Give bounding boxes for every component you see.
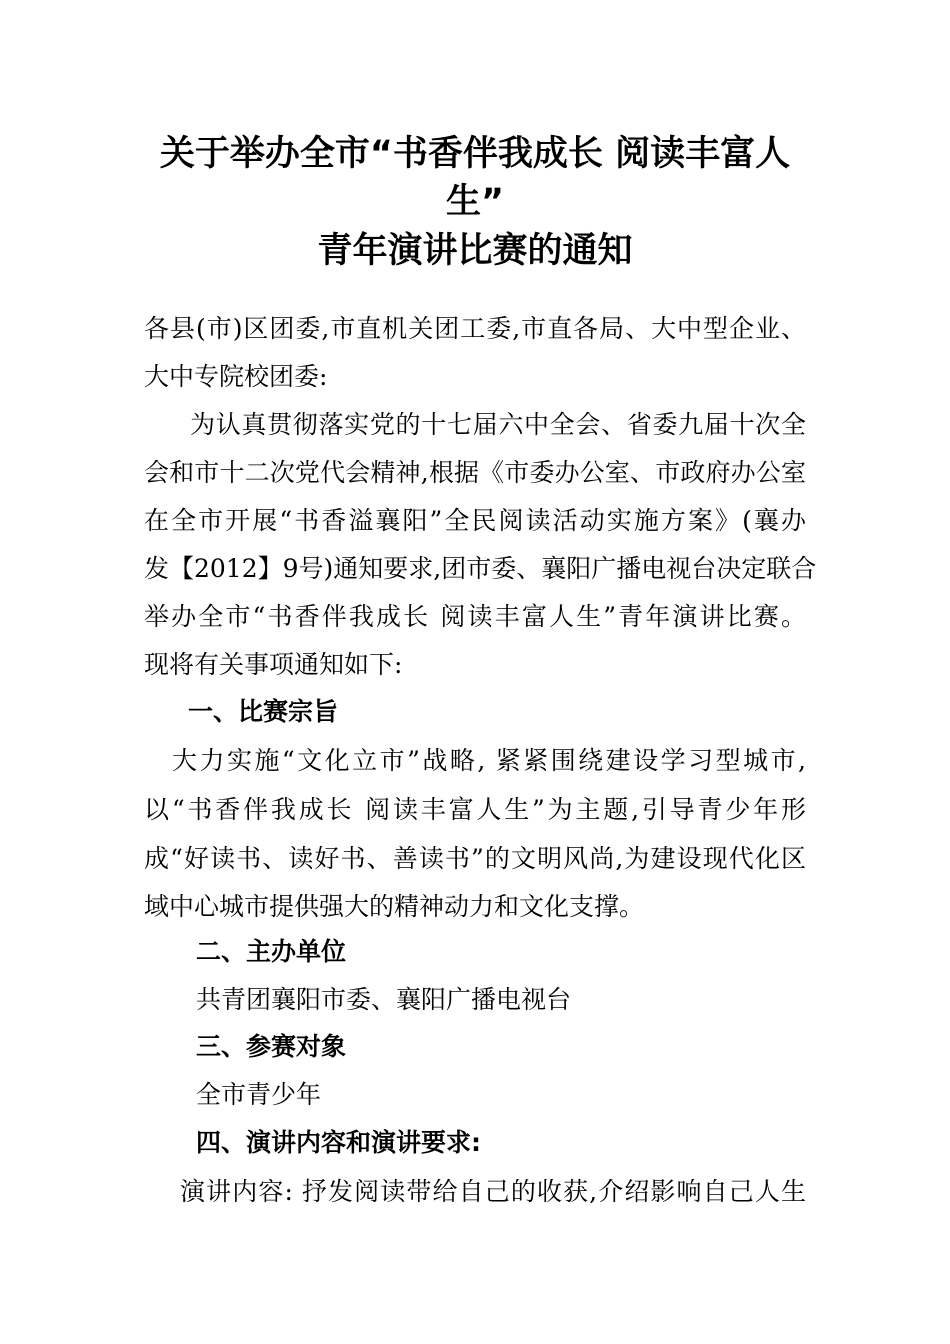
section-2-text: 共青团襄阳市委、襄阳广播电视台 [196, 985, 572, 1014]
section-3-text: 全市青少年 [196, 1080, 322, 1109]
addressee-line-2: 大中专院校团委: [144, 362, 328, 391]
section-4-heading: 四、演讲内容和演讲要求: [196, 1128, 481, 1157]
intro-line-1: 为认真贯彻落实党的十七届六中全会、省委九届十次全 [190, 410, 806, 439]
section-1-line-1: 大力实施“文化立市”战略, 紧紧围绕建设学习型城市, [172, 746, 806, 775]
intro-line-6: 现将有关事项通知如下: [144, 650, 403, 679]
document-title-line-3: 青年演讲比赛的通知 [317, 231, 633, 271]
section-1-line-4: 域中心城市提供强大的精神动力和文化支撑。 [144, 892, 645, 921]
intro-line-5: 举办全市“书香伴我成长 阅读丰富人生”青年演讲比赛。 [144, 602, 806, 631]
section-1-line-2: 以“书香伴我成长 阅读丰富人生”为主题,引导青少年形 [144, 795, 806, 824]
section-2-heading: 二、主办单位 [196, 937, 347, 966]
section-1-heading: 一、比赛宗旨 [188, 697, 339, 726]
addressee-line-1: 各县(市)区团委,市直机关团工委,市直各局、大中型企业、 [144, 314, 806, 343]
intro-line-4: 发【2012】9号)通知要求,团市委、襄阳广播电视台决定联合 [144, 554, 817, 583]
document-title-line-2: 生” [445, 182, 504, 222]
section-4-text: 演讲内容: 抒发阅读带给自己的收获,介绍影响自己人生 [180, 1177, 806, 1206]
section-3-heading: 三、参赛对象 [196, 1032, 347, 1061]
section-1-line-3: 成“好读书、读好书、善读书”的文明风尚,为建设现代化区 [144, 844, 806, 873]
document-title-line-1: 关于举办全市“书香伴我成长 阅读丰富人 [159, 134, 791, 174]
intro-line-3: 在全市开展“书香溢襄阳”全民阅读活动实施方案》(襄办 [144, 506, 806, 535]
intro-line-2: 会和市十二次党代会精神,根据《市委办公室、市政府办公室 [144, 458, 806, 487]
